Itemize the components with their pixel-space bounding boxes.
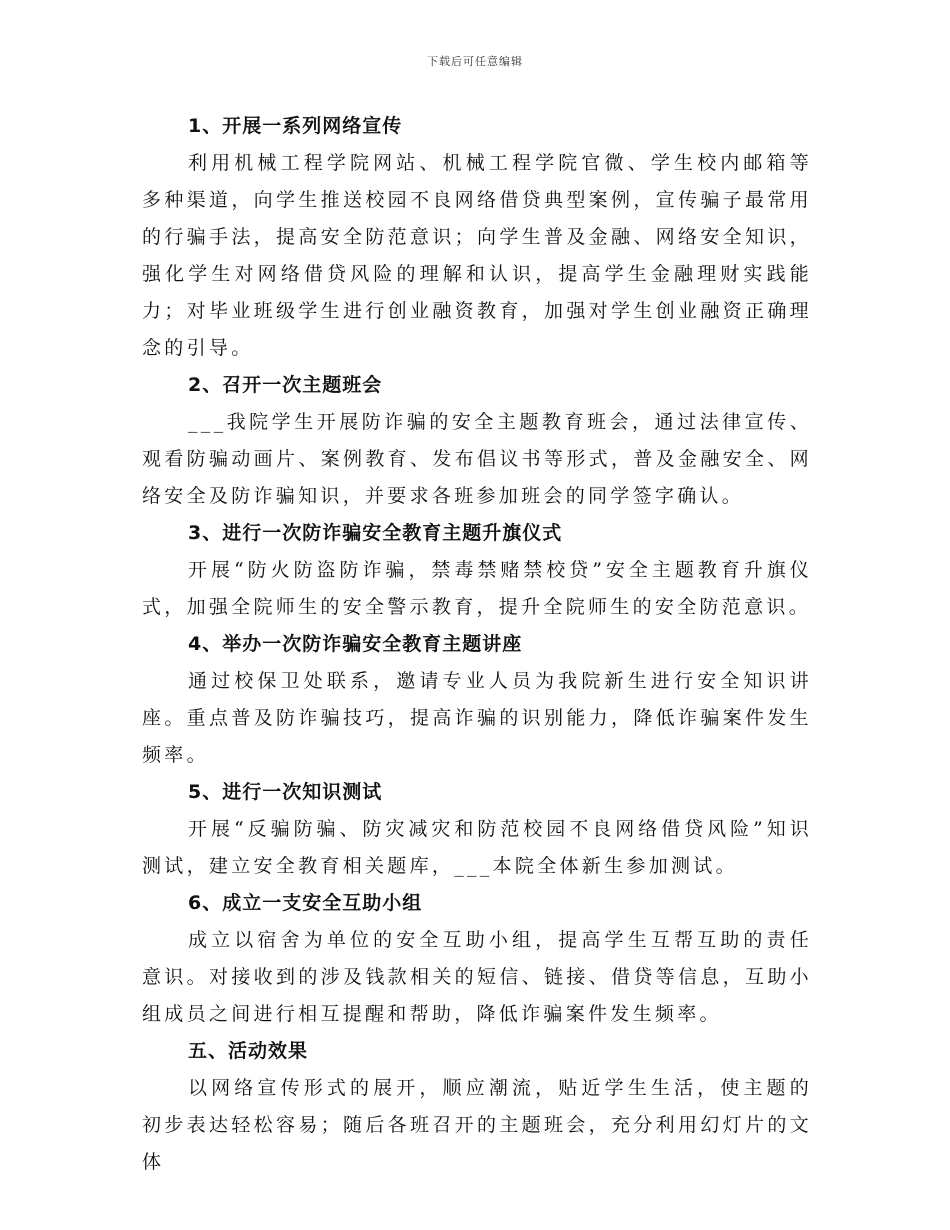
section-heading: 1、开展一系列网络宣传 [188, 115, 403, 137]
section-paragraph: 利用机械工程学院网站、机械工程学院官微、学生校内邮箱等多种渠道，向学生推送校园不良网络借贷典型案例，宣传骗子最常用的行骗手法，提高安全防范意识；向学生普及金融、网络安全知识，强化学生对网络借贷风险的理解和认识，提高学生金融理财实践能力；对毕业班级学生进行创业融资教育，加强对学生创业融资正确理念的引导。 [142, 152, 812, 359]
section-paragraph: 开展“防火防盗防诈骗，禁毒禁赌禁校贷”安全主题教育升旗仪式，加强全院师生的安全警示教育，提升全院师生的安全防范意识。 [142, 559, 812, 618]
section-heading: 3、进行一次防诈骗安全教育主题升旗仪式 [188, 522, 563, 544]
document-body [142, 108, 812, 1181]
section-paragraph: 开展“反骗防骗、防灾减灾和防范校园不良网络借贷风险”知识测试，建立安全教育相关题库，___本院全体新生参加测试。 [142, 818, 812, 877]
page-header: 下载后可任意编辑 [427, 55, 523, 68]
section-paragraph: 成立以宿舍为单位的安全互助小组，提高学生互帮互助的责任意识。对接收到的涉及钱款相关的短信、链接、借贷等信息，互助小组成员之间进行相互提醒和帮助，降低诈骗案件发生频率。 [142, 929, 812, 1025]
section-heading: 4、举办一次防诈骗安全教育主题讲座 [188, 633, 523, 655]
section-paragraph: ___我院学生开展防诈骗的安全主题教育班会，通过法律宣传、观看防骗动画片、案例教育、发布倡议书等形式，普及金融安全、网络安全及防诈骗知识，并要求各班参加班会的同学签字确认。 [142, 411, 812, 507]
section-heading: 2、召开一次主题班会 [188, 374, 383, 396]
section-heading: 五、活动效果 [188, 1040, 309, 1062]
section-heading: 5、进行一次知识测试 [188, 781, 383, 803]
section-paragraph: 以网络宣传形式的展开，顺应潮流，贴近学生生活，使主题的初步表达轻松容易；随后各班召开的主题班会，充分利用幻灯片的文体 [142, 1077, 812, 1173]
section-paragraph: 通过校保卫处联系，邀请专业人员为我院新生进行安全知识讲座。重点普及防诈骗技巧，提高诈骗的识别能力，降低诈骗案件发生频率。 [142, 670, 812, 766]
section-heading: 6、成立一支安全互助小组 [188, 892, 423, 914]
